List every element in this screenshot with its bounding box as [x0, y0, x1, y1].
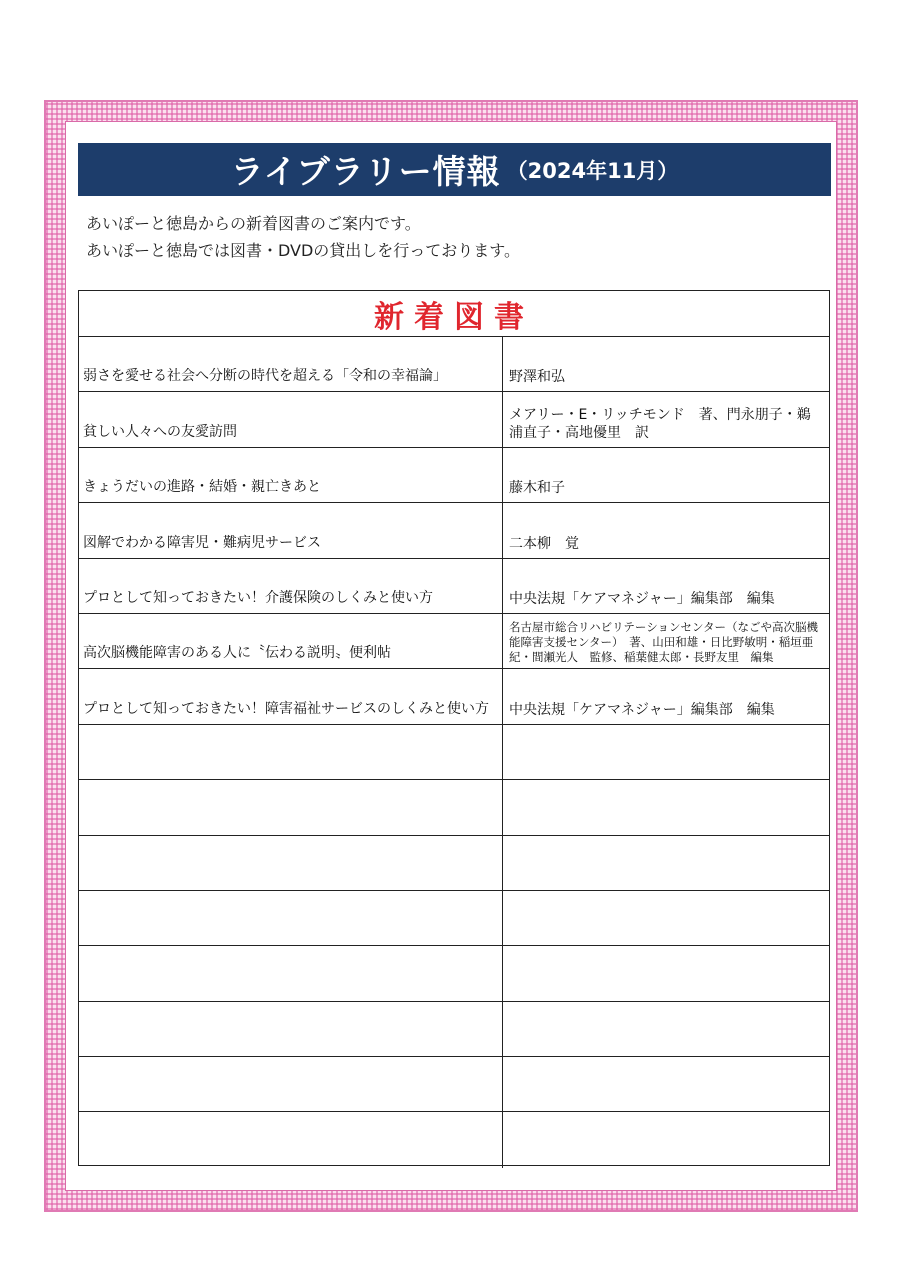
table-row [79, 946, 829, 1001]
table-row [79, 1057, 829, 1112]
book-title [79, 836, 503, 890]
book-author [503, 946, 829, 1000]
intro-text [86, 210, 520, 264]
new-books-table [78, 290, 830, 1166]
intro-line-1: あいぽーと徳島からの新着図書のご案内です。 [86, 214, 421, 233]
book-title: 貧しい人々への友愛訪問 [79, 392, 503, 446]
book-title: 弱さを愛せる社会へ分断の時代を超える「令和の幸福論」 [79, 337, 503, 391]
book-title [79, 891, 503, 945]
content-panel [65, 121, 837, 1191]
book-title: プロとして知っておきたい！障害福祉サービスのしくみと使い方 [79, 669, 503, 723]
table-row [79, 725, 829, 780]
book-title: 図解でわかる障害児・難病児サービス [79, 503, 503, 557]
book-title [79, 946, 503, 1000]
book-author: 野澤和弘 [509, 369, 565, 386]
book-title: プロとして知っておきたい！介護保険のしくみと使い方 [79, 559, 503, 613]
book-title [79, 780, 503, 834]
decorative-pink-border [44, 100, 858, 1212]
book-author [503, 836, 829, 890]
table-row [79, 1002, 829, 1057]
table-row [79, 559, 829, 614]
book-title [79, 725, 503, 779]
book-author [503, 891, 829, 945]
table-row [79, 1112, 829, 1167]
book-author [503, 780, 829, 834]
book-author: 藤木和子 [509, 480, 565, 497]
title-banner [78, 143, 831, 196]
book-author: メアリー・E・リッチモンド 著、門永朋子・鵜浦直子・高地優里 訳 [509, 406, 811, 441]
book-title [79, 1112, 503, 1167]
book-title [79, 1057, 503, 1111]
book-author: 名古屋市総合リハビリテーションセンター（なごや高次脳機能障害支援センター） 著、山田和雄・日比野敏明・稲垣亜紀・間瀬光人 監修、稲葉健太郎・長野友里 編集 [509, 620, 819, 665]
book-author [503, 1002, 829, 1056]
table-row [79, 392, 829, 447]
table-row [79, 780, 829, 835]
table-row [79, 669, 829, 724]
table-row [79, 614, 829, 669]
table-row [79, 503, 829, 558]
page-date: （2024年11月） [506, 158, 679, 183]
book-author [503, 1057, 829, 1111]
book-author [503, 725, 829, 779]
intro-line-2: あいぽーと徳島では図書・DVDの貸出しを行っております。 [86, 241, 521, 260]
table-row [79, 836, 829, 891]
book-title: 高次脳機能障害のある人に〝伝わる説明〟便利帖 [79, 614, 503, 668]
book-author: 二本柳 覚 [509, 535, 579, 552]
page-title: ライブラリー情報 [230, 152, 501, 191]
table-row [79, 891, 829, 946]
book-title [79, 1002, 503, 1056]
book-title: きょうだいの進路・結婚・親亡きあと [79, 448, 503, 502]
table-row [79, 448, 829, 503]
book-author [503, 1112, 829, 1167]
book-author: 中央法規「ケアマネジャー」編集部 編集 [509, 701, 775, 718]
book-author: 中央法規「ケアマネジャー」編集部 編集 [509, 590, 775, 607]
table-row [79, 337, 829, 392]
table-heading: 新着図書 [79, 291, 829, 337]
